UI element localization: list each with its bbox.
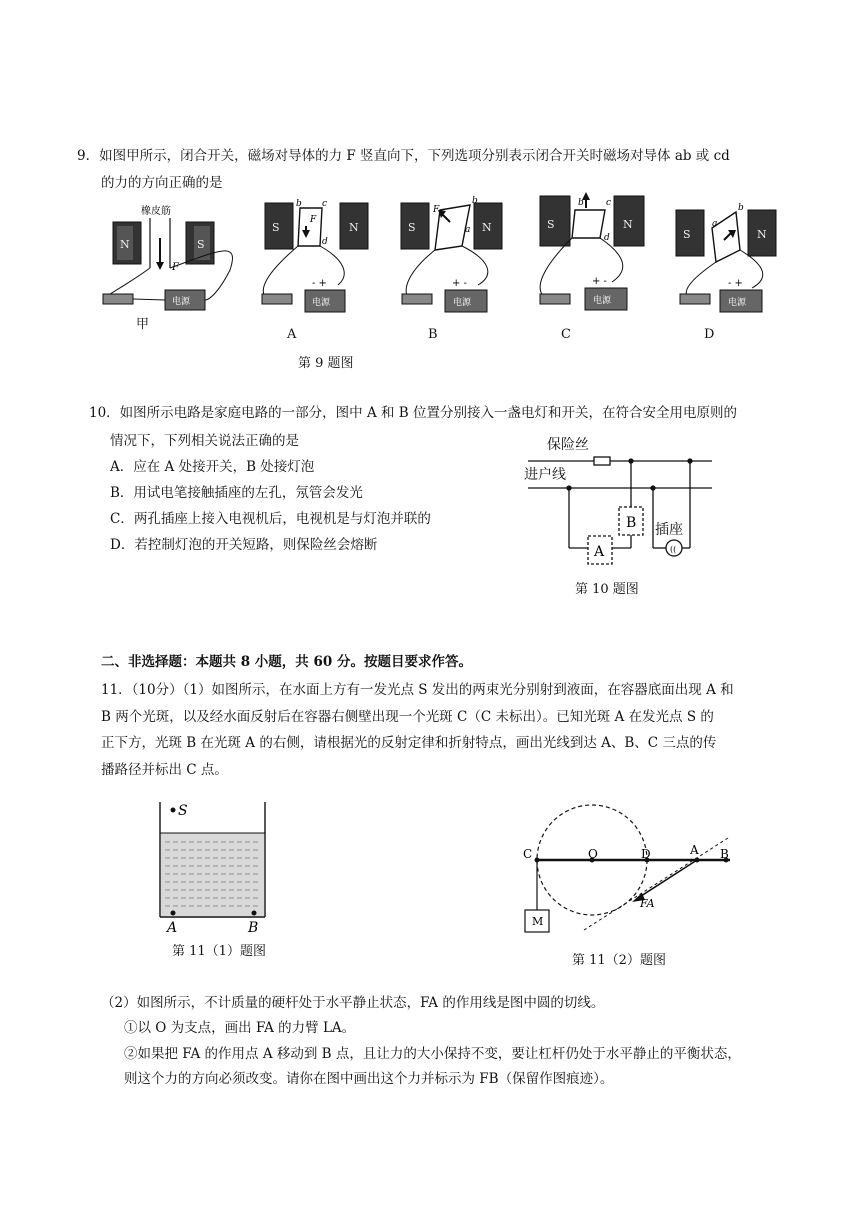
q11-fig2-label-fa: FA — [640, 897, 655, 910]
svg-text:电源: 电源 — [453, 298, 472, 308]
svg-text:c: c — [322, 199, 328, 209]
q11-fig1-label-a: A — [167, 920, 178, 936]
q9-figure-c — [540, 192, 644, 310]
section-2-title: 二、非选择题：本题共 8 小题，共 60 分。按题目要求作答。 — [101, 654, 472, 670]
svg-text:F: F — [433, 205, 440, 215]
q9-option-label-jia: 甲 — [136, 317, 150, 332]
svg-text:电源: 电源 — [172, 297, 191, 307]
q11-stem-line-4: 播路径并标出 C 点。 — [101, 762, 228, 778]
q11-fig1-caption: 第 11（1）题图 — [172, 944, 266, 959]
q10-fig-label-b: B — [626, 515, 637, 531]
q9-option-label-d: D — [704, 327, 715, 342]
q9-figure-jia — [103, 204, 233, 310]
q9-rubber-band-label: 橡皮筋 — [141, 206, 171, 217]
svg-text:((: (( — [670, 545, 677, 554]
q9-figure-d — [676, 203, 776, 312]
q11-fig2-label-a: A — [690, 843, 699, 857]
svg-text:d: d — [604, 233, 610, 243]
svg-text:N: N — [482, 221, 492, 234]
svg-text:S: S — [197, 238, 205, 251]
q9-option-label-a: A — [287, 327, 297, 342]
q10-fig-label-a: A — [594, 544, 605, 560]
q11-fig2-label-c: C — [523, 847, 533, 861]
q9-option-label-b: B — [428, 327, 438, 342]
svg-text:N: N — [757, 228, 767, 241]
svg-text:电源: 电源 — [728, 298, 747, 308]
svg-text:+ -: + - — [452, 278, 467, 289]
svg-text:d: d — [322, 237, 328, 247]
svg-text:S: S — [547, 218, 555, 231]
q9-option-label-c: C — [561, 327, 571, 342]
q11-part2-line-3: ②如果把 FA 的作用点 A 移动到 B 点，且让力的大小保持不变，要让杠杆仍处于水平静止的平衡状态， — [124, 1046, 741, 1062]
svg-text:c: c — [606, 198, 612, 208]
svg-text:S: S — [683, 228, 691, 241]
q11-part2-line-2: ①以 O 为支点，画出 FA 的力臂 LA。 — [124, 1020, 356, 1036]
q11-stem-line-1: 11．（10分）（1）如图所示，在水面上方有一发光点 S 发出的两束光分别射到液面，在容器底面出现 A 和 — [101, 682, 734, 698]
q11-fig2-label-d: D — [641, 847, 651, 861]
svg-text:电源: 电源 — [593, 296, 612, 306]
q9-stem-line-2: 的力的方向正确的是 — [101, 175, 223, 191]
q10-option-a: A．应在 A 处接开关，B 处接灯泡 — [110, 459, 315, 475]
q10-fig-fuse-label: 保险丝 — [547, 437, 589, 453]
q10-option-c: C．两孔插座上接入电视机后，电视机是与灯泡并联的 — [110, 511, 431, 527]
svg-text:F: F — [172, 262, 179, 273]
q11-part2-line-4: 则这个力的方向必须改变。请你在图中画出这个力并标示为 FB（保留作图痕迹）。 — [124, 1071, 614, 1087]
q11-fig2-label-b: B — [720, 847, 729, 861]
q9-figure-a — [262, 199, 368, 312]
q11-fig2-caption: 第 11（2）题图 — [572, 953, 666, 968]
q9-figure-caption: 第 9 题图 — [298, 356, 354, 371]
svg-text:S: S — [272, 221, 280, 234]
q11-fig1-label-b: B — [248, 920, 259, 936]
q11-container-figure — [160, 802, 265, 917]
svg-text:- +: - + — [728, 278, 743, 289]
q11-part2-line-1: （2）如图所示，不计质量的硬杆处于水平静止状态，FA 的作用线是图中圆的切线。 — [101, 995, 605, 1011]
q10-option-d: D．若控制灯泡的开关短路，则保险丝会熔断 — [110, 537, 378, 553]
q10-fig-socket-label: 插座 — [655, 522, 683, 538]
svg-text:N: N — [120, 238, 130, 251]
svg-text:N: N — [349, 221, 359, 234]
q10-figure-caption: 第 10 题图 — [575, 582, 639, 597]
q11-stem-line-2: B 两个光斑，以及经水面反射后在容器右侧壁出现一个光斑 C（C 未标出）。已知光斑 A 在发光点 S 的 — [101, 709, 714, 725]
q11-fig2-label-m: M — [532, 915, 544, 928]
svg-text:a: a — [712, 219, 718, 229]
svg-text:b: b — [472, 196, 478, 206]
q10-option-b: B．用试电笔接触插座的左孔，氖管会发光 — [110, 485, 363, 501]
svg-text:b: b — [738, 203, 744, 213]
q10-stem-line-1: 10．如图所示电路是家庭电路的一部分，图中 A 和 B 位置分别接入一盏电灯和开关，在符合安全用电原则的 — [89, 405, 738, 421]
q11-fig2-label-o: O — [588, 847, 598, 861]
q9-figure-b — [401, 196, 502, 312]
svg-text:电源: 电源 — [312, 298, 331, 308]
svg-text:a: a — [465, 225, 471, 235]
q9-stem-line-1: 9．如图甲所示，闭合开关，磁场对导体的力 F 竖直向下，下列选项分别表示闭合开关时磁场对导体 ab 或 cd — [77, 148, 730, 164]
q11-fig1-label-s: S — [178, 803, 188, 819]
svg-text:F: F — [310, 215, 317, 225]
q10-stem-line-2: 情况下，下列相关说法正确的是 — [110, 433, 299, 449]
q11-stem-line-3: 正下方，光斑 B 在光斑 A 的右侧，请根据光的反射定律和折射特点，画出光线到达 A、B、C 三点的传 — [101, 735, 717, 751]
svg-text:b: b — [296, 199, 302, 209]
svg-text:S: S — [408, 221, 416, 234]
svg-text:+ -: + - — [592, 276, 607, 287]
svg-text:b: b — [578, 198, 584, 208]
q11-lever-figure — [525, 805, 730, 932]
svg-text:N: N — [623, 218, 633, 231]
q10-fig-inlet-label: 进户线 — [524, 467, 566, 483]
svg-text:- +: - + — [312, 278, 327, 289]
